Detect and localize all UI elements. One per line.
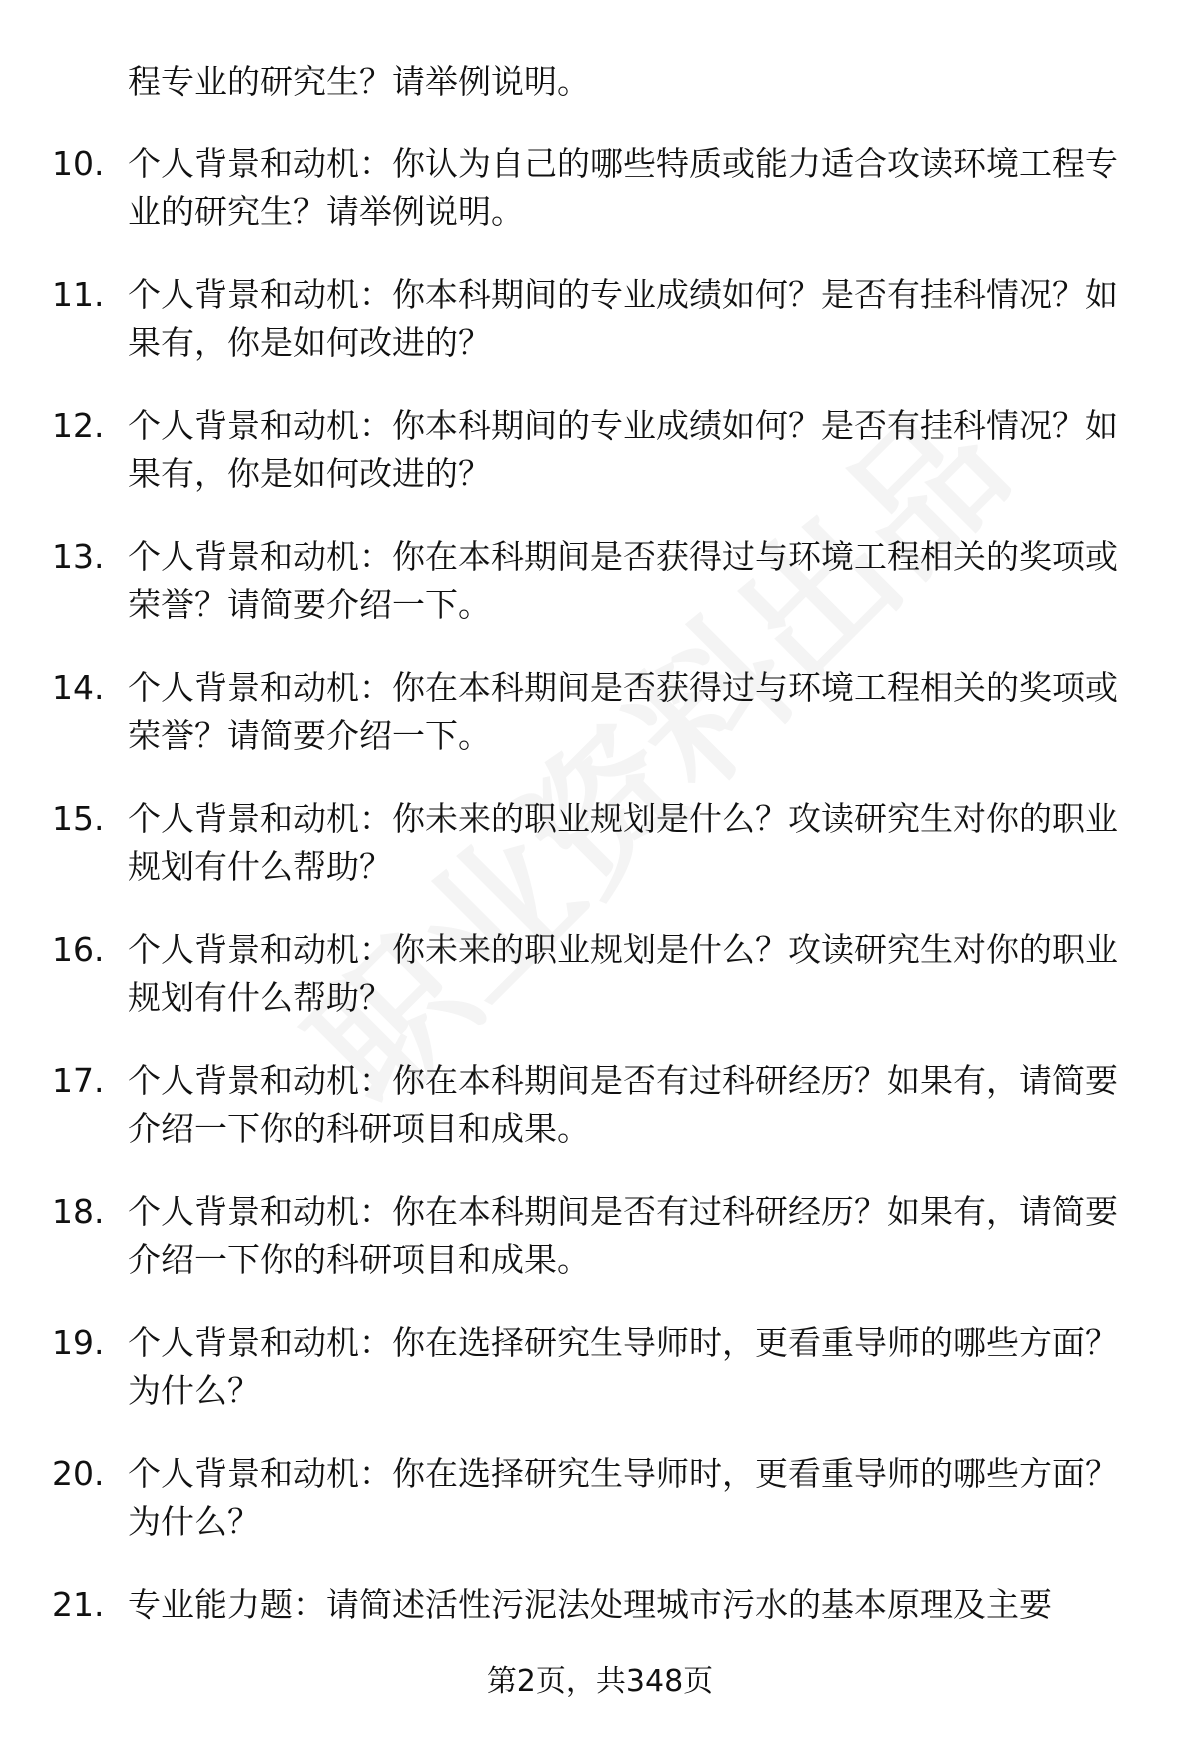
list-item — [0, 533, 1200, 664]
list-item — [0, 664, 1200, 795]
question-text: 个人背景和动机：你在本科期间是否获得过与环境工程相关的奖项或荣誉？请简要介绍一下。 — [128, 668, 1118, 755]
list-item — [0, 1319, 1200, 1450]
question-text: 专业能力题：请简述活性污泥法处理城市污水的基本原理及主要 — [128, 1585, 1052, 1624]
list-item — [0, 1057, 1200, 1188]
list-item — [0, 1450, 1200, 1581]
question-number: 11. — [52, 275, 105, 314]
question-number: 21. — [52, 1585, 105, 1624]
question-text: 个人背景和动机：你在选择研究生导师时，更看重导师的哪些方面？为什么？ — [128, 1323, 1118, 1410]
question-number: 20. — [52, 1454, 105, 1493]
list-item — [0, 140, 1200, 271]
list-item — [0, 795, 1200, 926]
list-item — [0, 402, 1200, 533]
question-list — [0, 140, 1200, 1712]
question-text: 个人背景和动机：你本科期间的专业成绩如何？是否有挂科情况？如果有，你是如何改进的？ — [128, 406, 1118, 493]
question-text: 个人背景和动机：你在选择研究生导师时，更看重导师的哪些方面？为什么？ — [128, 1454, 1118, 1541]
list-item — [0, 1188, 1200, 1319]
page-footer: 第2页，共348页 — [486, 1664, 714, 1699]
question-text: 个人背景和动机：你本科期间的专业成绩如何？是否有挂科情况？如果有，你是如何改进的？ — [128, 275, 1118, 362]
question-number: 16. — [52, 930, 105, 969]
question-number: 17. — [52, 1061, 105, 1100]
question-text: 个人背景和动机：你在本科期间是否有过科研经历？如果有，请简要介绍一下你的科研项目和成果。 — [128, 1061, 1118, 1148]
question-text: 个人背景和动机：你在本科期间是否有过科研经历？如果有，请简要介绍一下你的科研项目和成果。 — [128, 1192, 1118, 1279]
question-number: 18. — [52, 1192, 105, 1231]
question-text: 个人背景和动机：你认为自己的哪些特质或能力适合攻读环境工程专业的研究生？请举例说明。 — [128, 144, 1118, 231]
question-text: 个人背景和动机：你未来的职业规划是什么？攻读研究生对你的职业规划有什么帮助？ — [128, 799, 1118, 886]
question-text: 个人背景和动机：你在本科期间是否获得过与环境工程相关的奖项或荣誉？请简要介绍一下。 — [128, 537, 1118, 624]
list-item — [0, 926, 1200, 1057]
question-number: 14. — [52, 668, 105, 707]
continuation-text: 程专业的研究生？请举例说明。 — [128, 62, 590, 101]
question-number: 12. — [52, 406, 105, 445]
question-number: 15. — [52, 799, 105, 838]
question-number: 13. — [52, 537, 105, 576]
question-text: 个人背景和动机：你未来的职业规划是什么？攻读研究生对你的职业规划有什么帮助？ — [128, 930, 1118, 1017]
question-number: 19. — [52, 1323, 105, 1362]
list-item — [0, 271, 1200, 402]
question-number: 10. — [52, 144, 105, 183]
